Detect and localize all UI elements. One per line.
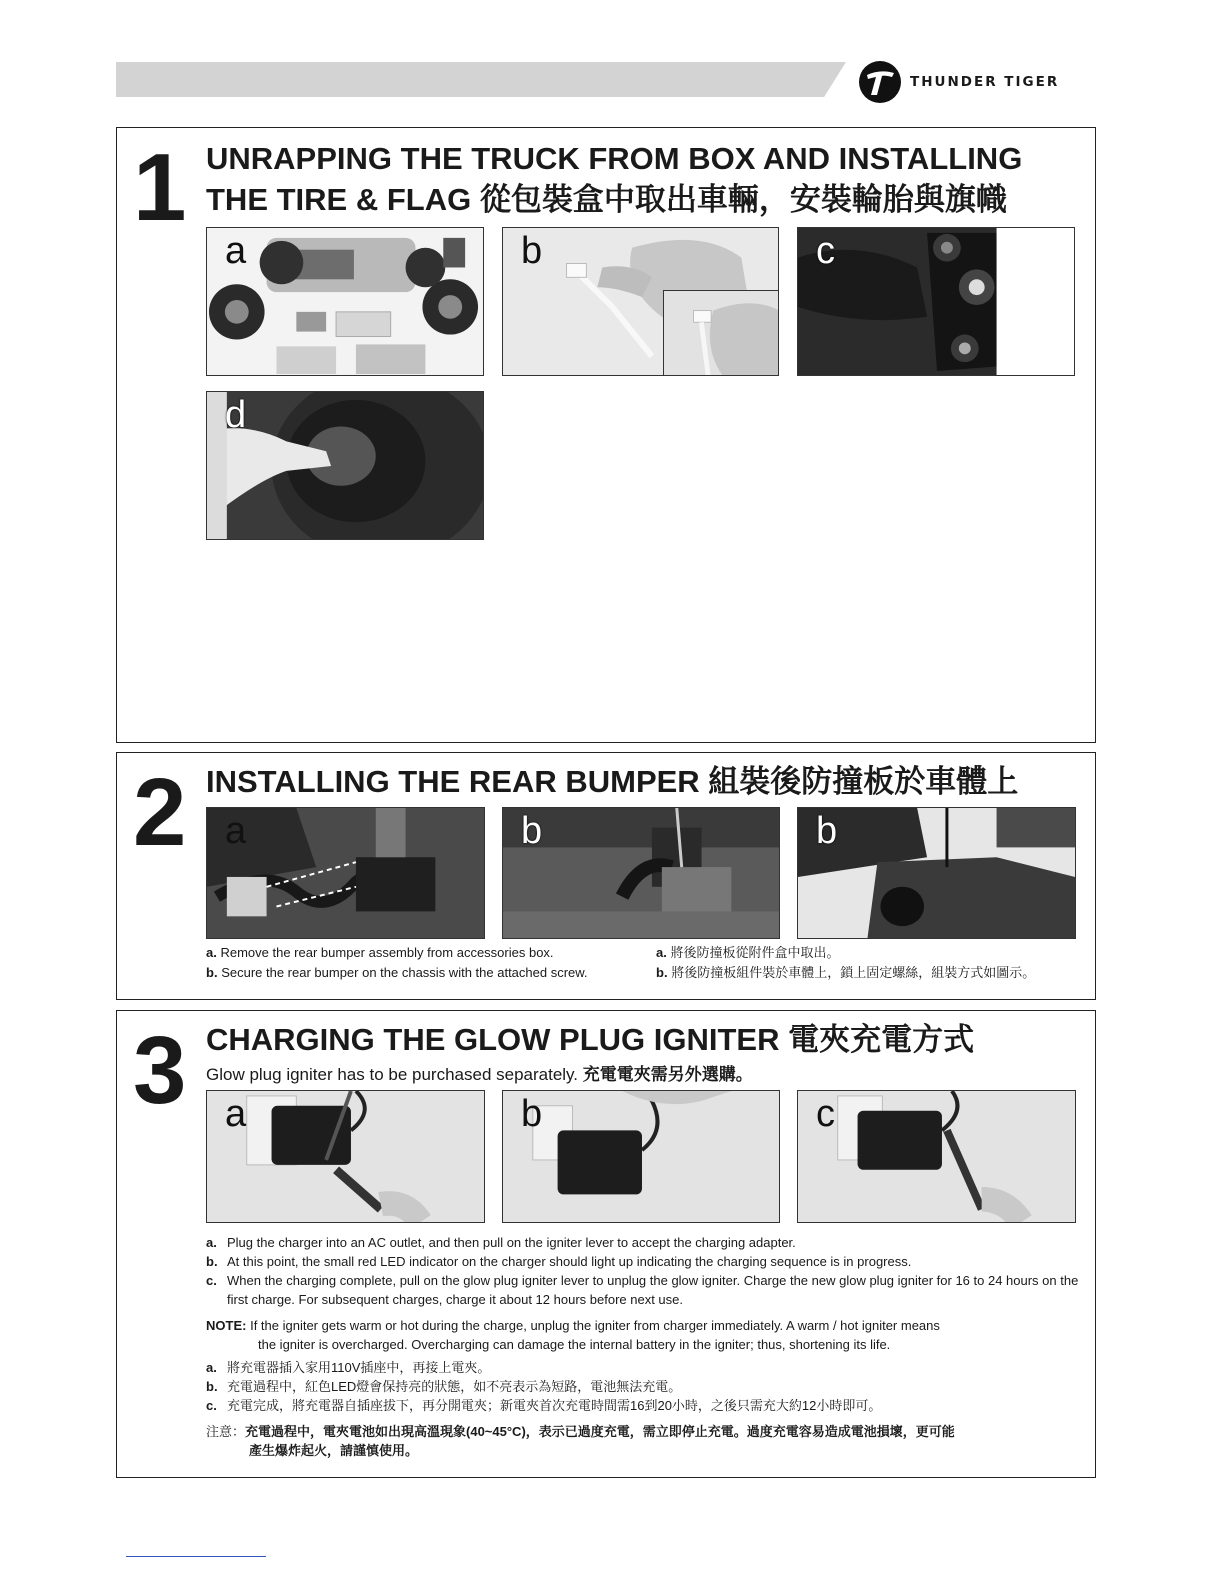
flag-clip-inset-photo [663,290,779,376]
section-1 [116,127,1096,743]
note-en: NOTE: If the igniter gets warm or hot during the charge, unplug the igniter from charger immediately. A warm / hot igniter means the igniter is overcharged. Overcharging can damage the internal battery in the igniter; thus, shortening its life. [206,1318,940,1352]
section-3 [116,1010,1096,1478]
header-bar [116,62,846,97]
rear-bumper-assembly-photo [206,807,485,939]
photo-label: b [521,1093,543,1135]
photo-label: a [225,1093,247,1135]
step-en-a: a. Plug the charger into an AC outlet, and then pull on the igniter lever to accept the charging adapter. [206,1235,796,1250]
charger-led-photo [502,1090,780,1223]
photo-label: a [225,230,247,272]
thunder-tiger-logo-icon [858,60,902,104]
bumper-screw-install-photo [502,807,780,939]
unplug-igniter-photo [797,1090,1076,1223]
step-number: 3 [133,1017,185,1124]
step-zh-b: b. 充電過程中，紅色LED燈會保持亮的狀態，如不亮表示為短路，電池無法充電。 [206,1379,682,1394]
section-subtitle: Glow plug igniter has to be purchased separately. 充電電夾需另外選購。 [206,1065,753,1084]
photo-label: c [816,230,835,272]
photo-label: d [225,394,247,436]
note-zh: 注意：充電過程中，電夾電池如出現高溫現象(40~45°C)，表示已過度充電，需立即停止充電。過度充電容易造成電池損壞，更可能 產生爆炸起火，請謹慎使用。 [206,1424,955,1458]
photo-label: b [816,810,838,852]
wheel-hub-close-up-photo [797,227,1075,376]
photo-label: c [816,1093,835,1135]
photo-label: a [225,810,247,852]
caption-zh-b: b. 將後防撞板組件裝於車體上，鎖上固定螺絲，組裝方式如圖示。 [656,965,1036,980]
hand-holding-flag-clip-photo [502,227,779,376]
footer-link-underline [126,1556,266,1557]
step-zh-a: a. 將充電器插入家用110V插座中，再接上電夾。 [206,1360,491,1375]
caption-en-b: b. Secure the rear bumper on the chassis with the attached screw. [206,965,588,980]
section-title: CHARGING THE GLOW PLUG IGNITER 電夾充電方式 [206,1022,975,1057]
photo-label: b [521,230,543,272]
step-number: 2 [133,759,185,866]
brand [858,60,1059,104]
step-number: 1 [133,134,185,241]
brand-name: THUNDER TIGER [910,74,1060,90]
installing-tire-photo [206,391,484,540]
section-title: INSTALLING THE REAR BUMPER 組裝後防撞板於車體上 [206,764,1019,799]
section-title-line2: THE TIRE & FLAG 從包裝盒中取出車輛，安裝輪胎與旗幟 [206,182,1007,217]
truck-kit-contents-photo [206,227,484,376]
caption-zh-a: a. 將後防撞板從附件盒中取出。 [656,945,840,960]
caption-en-a: a. Remove the rear bumper assembly from accessories box. [206,945,554,960]
charger-plugged-outlet-photo [206,1090,485,1223]
steps-zh [206,1358,1086,1415]
section-title-line1: UNRAPPING THE TRUCK FROM BOX AND INSTALLING [206,141,1023,176]
step-en-c: c. When the charging complete, pull on the glow plug igniter lever to unplug the glow igniter. Charge the new glow plug igniter for 16 to 24 hours on the first charge. For subsequent charges, charge it about 12 hours before next use. [206,1273,1079,1307]
steps-en [206,1233,1086,1309]
section-2 [116,752,1096,1000]
step-en-b: b. At this point, the small red LED indicator on the charger should light up indicating the charging sequence is in progress. [206,1254,912,1269]
bumper-mounted-chassis-photo [797,807,1076,939]
step-zh-c: c. 充電完成，將充電器自插座拔下，再分開電夾；新電夾首次充電時間需16到20小時，之後只需充大約12小時即可。 [206,1398,882,1413]
photo-label: b [521,810,543,852]
